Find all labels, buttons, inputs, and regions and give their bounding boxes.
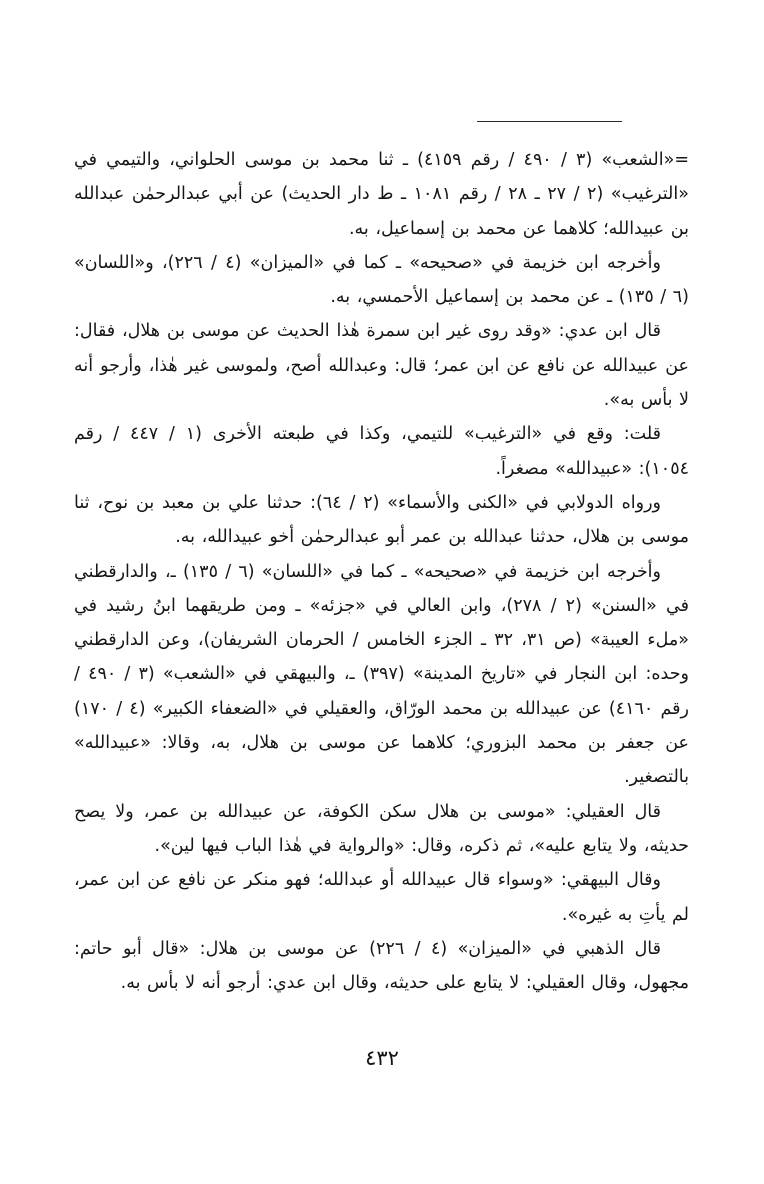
paragraph: ورواه الدولابي في «الكنى والأسماء» (٢ / ٦٤): حدثنا علي بن معبد بن نوح، ثنا موسى بن هلال، حدثنا عبدالله بن عمر أبو عبدالرحمٰن أخو عبيدالله، به. (74, 492, 689, 548)
paragraph: قال الذهبي في «الميزان» (٤ / ٢٢٦) عن موسى بن هلال: «قال أبو حاتم: مجهول، وقال العقيلي: لا يتابع على حديثه، وقال ابن عدي: أرجو أنه لا بأس به. (74, 938, 689, 994)
page-number: ٤٣٢ (365, 1046, 399, 1070)
paragraph: قلت: وقع في «الترغيب» للتيمي، وكذا في طبعته الأخرى (١ / ٤٤٧ / رقم ١٠٥٤): «عبيدالله» مصغراً. (74, 424, 689, 479)
body-text (74, 143, 689, 1000)
paragraph: قال ابن عدي: «وقد روى غير ابن سمرة هٰذا الحديث عن موسى بن هلال، فقال: عن عبيدالله عن نافع عن ابن عمر؛ قال: وعبدالله أصح، ولموسى غير هٰذا، وأرجو أنه لا بأس به». (74, 321, 689, 411)
footnote-separator-rule (477, 121, 622, 122)
paragraph: وأخرجه ابن خزيمة في «صحيحه» ـ كما في «اللسان» (٦ / ١٣٥) ـ، والدارقطني في «السنن» (٢ / ٢٧٨)، وابن العالي في «جزئه» ـ ومن طريقهما ابنُ رشيد في «ملء العيبة» (ص ٣١، ٣٢ ـ الجزء الخامس / الحرمان الشريفان)، وعن الدارقطني وحده: ابن النجار في «تاريخ المدينة» (٣٩٧) ـ، والبيهقي في «الشعب» (٣ / ٤٩٠ / رقم ٤١٦٠) عن عبيدالله بن محمد الورّاق، والعقيلي في «الضعفاء الكبير» (٤ / ١٧٠) عن جعفر بن محمد البزوري؛ كلاهما عن موسى بن هلال، به، وقالا: «عبيدالله» بالتصغير. (74, 561, 689, 788)
paragraph: وأخرجه ابن خزيمة في «صحيحه» ـ كما في «الميزان» (٤ / ٢٢٦)، و«اللسان» (٦ / ١٣٥) ـ عن محمد بن إسماعيل الأحمسي، به. (74, 252, 689, 308)
paragraph: قال العقيلي: «موسى بن هلال سكن الكوفة، عن عبيدالله بن عمر، ولا يصح حديثه، ولا يتابع عليه»، ثم ذكره، وقال: «والرواية في هٰذا الباب فيها لين». (74, 801, 689, 856)
paragraph: =«الشعب» (٣ / ٤٩٠ / رقم ٤١٥٩) ـ ثنا محمد بن موسى الحلواني، والتيمي في «الترغيب» (٢ / ٢٧ ـ ٢٨ / رقم ١٠٨١ ـ ط دار الحديث) عن أبي عبدالرحمٰن عبدالله بن عبيدالله؛ كلاهما عن محمد بن إسماعيل، به. (74, 150, 689, 239)
paragraph: وقال البيهقي: «وسواء قال عبيدالله أو عبدالله؛ فهو منكر عن نافع عن ابن عمر، لم يأتِ به غيره». (74, 870, 689, 925)
